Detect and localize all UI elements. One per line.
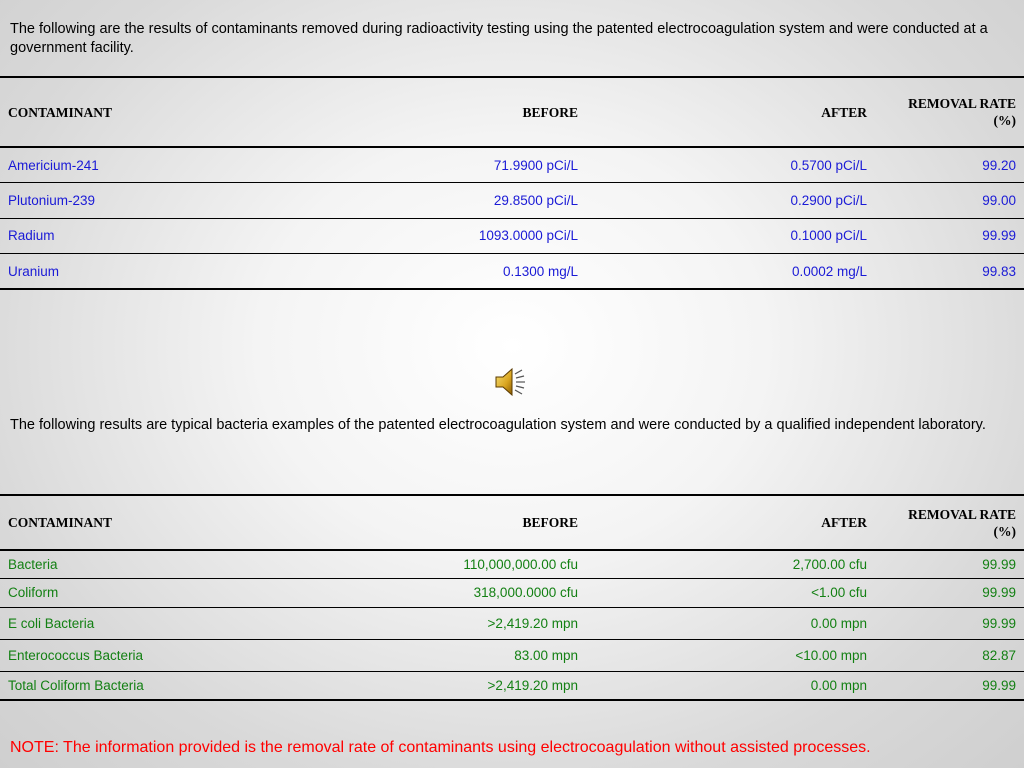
- cell-after: 2,700.00 cfu: [792, 557, 867, 572]
- bacteria-intro: The following results are typical bacteria examples of the patented electrocoagulation system and were conducted by a qualified independent laboratory.: [10, 417, 986, 433]
- header-contaminant: CONTAMINANT: [8, 104, 112, 120]
- table-row: [0, 147, 1024, 183]
- table-row: [0, 607, 1024, 639]
- header-removal-rate-line1: REMOVAL RATE: [908, 506, 1016, 522]
- header-after: AFTER: [821, 104, 867, 120]
- cell-rate: 99.00: [982, 192, 1016, 208]
- cell-contaminant: Plutonium-239: [8, 192, 96, 208]
- cell-after: <1.00 cfu: [811, 585, 867, 601]
- cell-rate: 99.20: [982, 157, 1016, 173]
- header-contaminant: CONTAMINANT: [8, 515, 112, 530]
- radioactivity-intro: The following are the results of contaminants removed during radioactivity testing using the patented electrocoagulation system and were conducted at a government facility.: [10, 21, 988, 56]
- table-row: [0, 639, 1024, 671]
- header-before: BEFORE: [522, 104, 578, 120]
- cell-after: 0.5700 pCi/L: [790, 157, 867, 173]
- table-row: [0, 254, 1024, 290]
- cell-before: 83.00 mpn: [514, 647, 578, 663]
- cell-before: 29.8500 pCi/L: [493, 192, 578, 208]
- cell-before: >2,419.20 mpn: [487, 677, 578, 693]
- cell-rate: 99.99: [982, 585, 1016, 601]
- cell-contaminant: Coliform: [8, 585, 59, 601]
- cell-after: 0.2900 pCi/L: [790, 192, 867, 208]
- header-removal-rate-line2: (%): [993, 113, 1016, 128]
- cell-rate: 99.99: [982, 228, 1016, 244]
- cell-rate: 99.83: [982, 263, 1016, 279]
- cell-after: 0.00 mpn: [810, 615, 867, 631]
- cell-after: 0.1000 pCi/L: [790, 228, 867, 244]
- cell-after: <10.00 mpn: [795, 647, 867, 663]
- note-text: NOTE: The information provided is the removal rate of contaminants using electrocoagulation without assisted processes.: [10, 739, 871, 756]
- cell-before: 318,000.0000 cfu: [473, 585, 578, 601]
- cell-before: 1093.0000 pCi/L: [478, 228, 578, 244]
- cell-rate: 99.99: [982, 677, 1016, 693]
- cell-after: 0.00 mpn: [810, 677, 867, 693]
- table-row: [0, 550, 1024, 579]
- cell-rate: 99.99: [982, 557, 1016, 572]
- cell-before: 0.1300 mg/L: [502, 263, 578, 279]
- header-after: AFTER: [821, 515, 867, 530]
- table-row: [0, 218, 1024, 254]
- header-removal-rate: [875, 77, 1024, 147]
- cell-contaminant: Enterococcus Bacteria: [8, 647, 144, 663]
- table-header-row: [0, 77, 1024, 147]
- header-removal-rate-line1: REMOVAL RATE: [908, 96, 1016, 111]
- speaker-sound-icon[interactable]: [492, 364, 528, 400]
- cell-rate: 99.99: [982, 615, 1016, 631]
- table-header-row: [0, 495, 1024, 550]
- cell-contaminant: Total Coliform Bacteria: [8, 677, 144, 693]
- table-row: [0, 579, 1024, 608]
- cell-contaminant: Uranium: [8, 263, 60, 279]
- cell-contaminant: Bacteria: [8, 557, 58, 572]
- radioactivity-table: [0, 76, 1024, 290]
- table-row: [0, 183, 1024, 219]
- header-before: BEFORE: [522, 515, 578, 530]
- cell-contaminant: Radium: [8, 228, 55, 244]
- cell-after: 0.0002 mg/L: [791, 263, 867, 279]
- cell-before: 110,000,000.00 cfu: [463, 557, 578, 572]
- cell-contaminant: Americium-241: [8, 157, 99, 173]
- header-removal-rate-line2: (%): [993, 523, 1016, 539]
- bacteria-table: [0, 494, 1024, 701]
- cell-contaminant: E coli Bacteria: [8, 615, 95, 631]
- cell-before: >2,419.20 mpn: [487, 615, 578, 631]
- cell-rate: 82.87: [982, 647, 1016, 663]
- cell-before: 71.9900 pCi/L: [493, 157, 578, 173]
- header-removal-rate: [875, 495, 1024, 550]
- table-row: [0, 671, 1024, 700]
